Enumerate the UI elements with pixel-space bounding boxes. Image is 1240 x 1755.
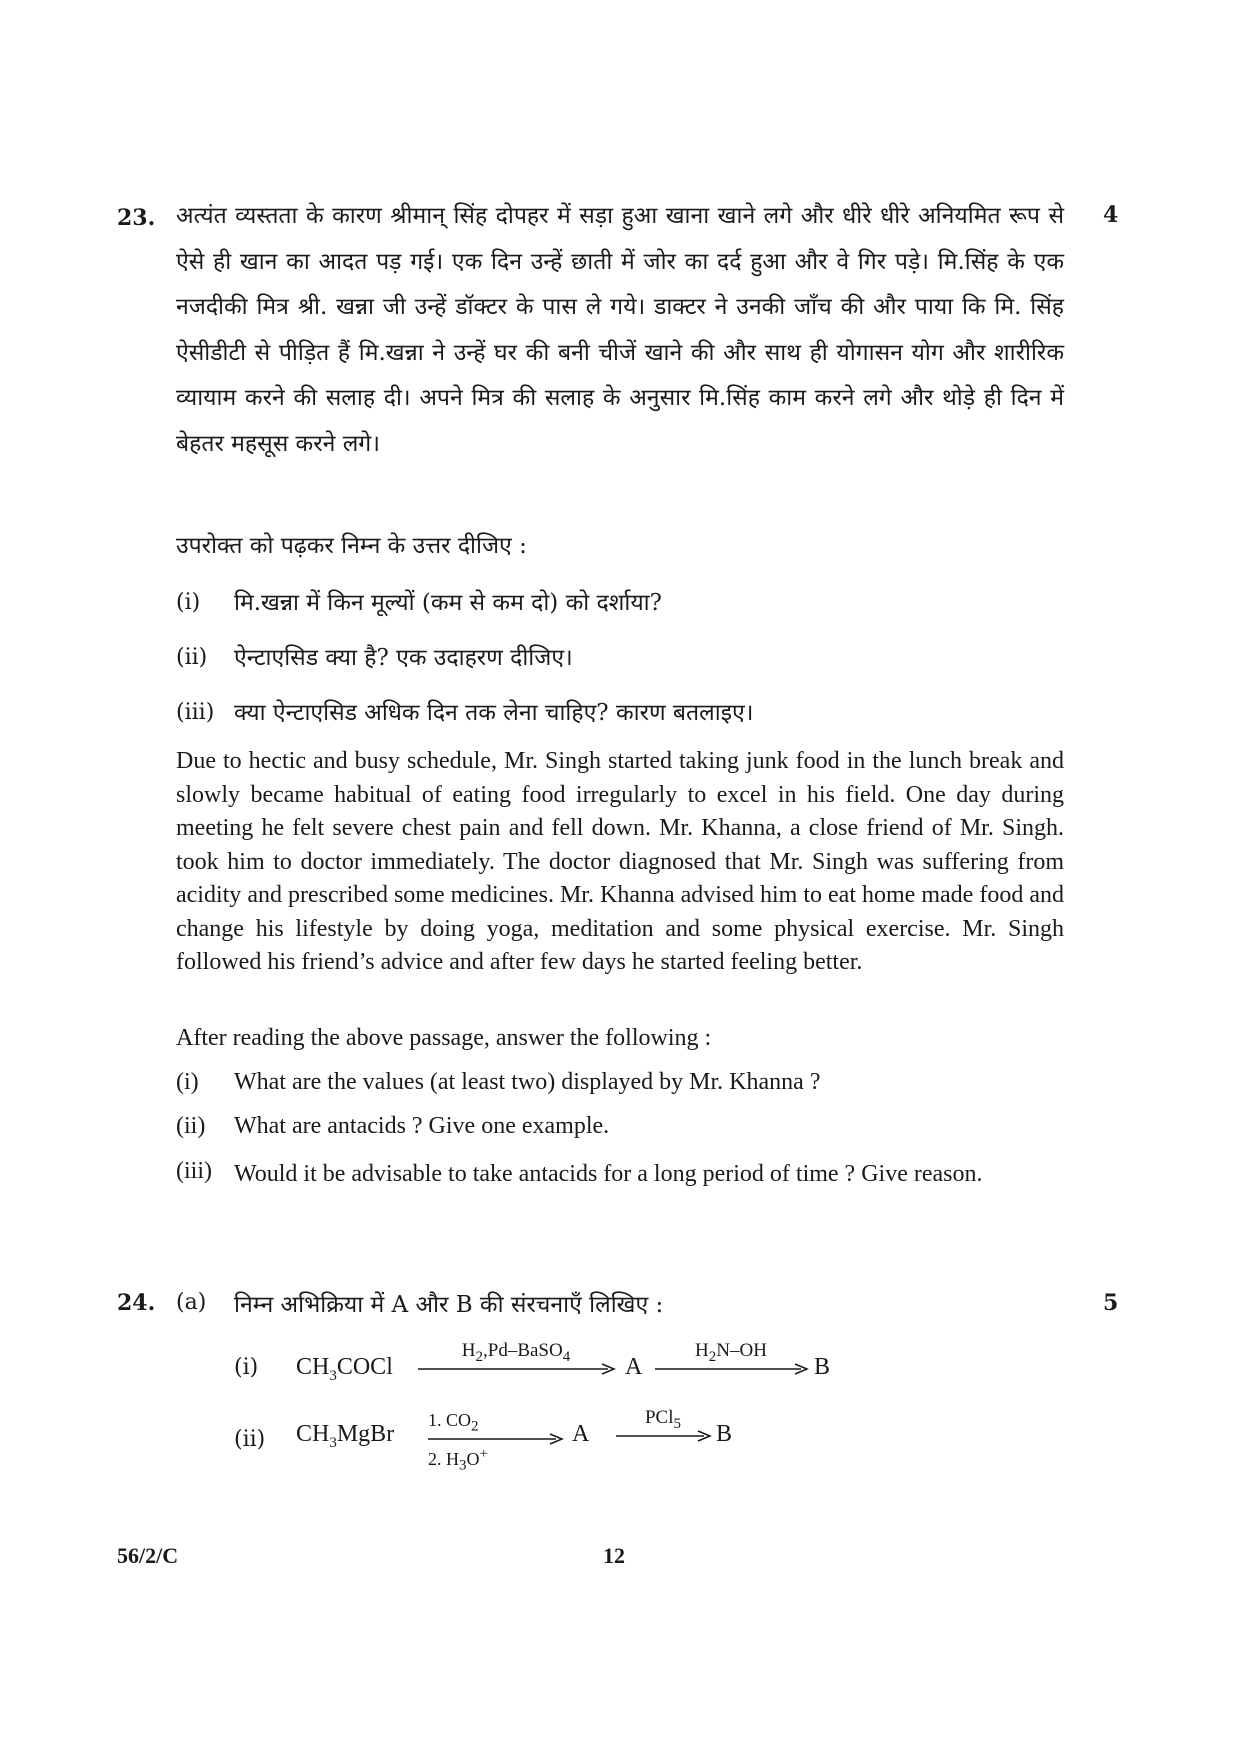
english-question-number: (i) <box>176 1069 199 1095</box>
reaction-reagent: 2. $H_3O^+$ <box>428 1446 488 1474</box>
hindi-question-number: (ii) <box>176 645 208 670</box>
english-question-text: Would it be advisable to take antacids for a long period of time ? Give reason. <box>234 1161 983 1187</box>
reaction-product: B <box>814 1354 831 1380</box>
hindi-question-number: (iii) <box>176 700 215 725</box>
english-question-number: (ii) <box>176 1113 206 1139</box>
question-marks: 5 <box>1103 1290 1119 1316</box>
reaction-number: (i) <box>234 1355 259 1380</box>
hindi-question-text: ऐन्टाएसिड क्या है? एक उदाहरण दीजिए। <box>234 645 573 671</box>
question-part: (a) <box>176 1290 207 1315</box>
page-number: 12 <box>603 1543 625 1568</box>
hindi-passage: अत्यंत व्यस्तता के कारण श्रीमान् सिंह दोपहर में सड़ा हुआ खाना खाने लगे और धीरे धीरे अनियमित रूप से ऐसे ही खान का आदत पड़ गई। एक दिन उन्हें छाती में जोर का दर्द हुआ और वे गिर पड़े। मि.सिंह के एक नजदीकी मित्र श्री. खन्ना जी उन्हें डॉक्टर के पास ले गये। डाक्टर ने उनकी जाँच की और पाया कि मि. सिंह ऐसीडीटी से पीड़ित हैं मि.खन्ना ने उन्हें घर की बनी चीजें खाने की और साथ ही योगासन योग और शारीरिक व्यायाम करने की सलाह दी। अपने मित्र की सलाह के अनुसार मि.सिंह काम करने लगे और थोड़े ही दिन में बेहतर महसूस करने लगे। <box>176 203 1064 457</box>
reaction-reactant: $CH_3MgBr$ <box>296 1421 395 1451</box>
question-number: 24. <box>117 1290 156 1316</box>
reaction-arrow <box>616 1429 712 1443</box>
hindi-question-text: मि.खन्ना में किन मूल्यों (कम से कम दो) को दर्शाया? <box>234 590 662 616</box>
reaction-intermediate: A <box>572 1421 590 1447</box>
reaction-product: B <box>716 1421 733 1447</box>
question-number: 23. <box>117 205 156 231</box>
english-question-text: What are antacids ? Give one example. <box>234 1113 610 1139</box>
reaction-instruction: निम्न अभिक्रिया में A और B की संरचनाएँ लिखिए : <box>234 1292 664 1318</box>
english-question-number: (iii) <box>176 1158 212 1184</box>
hindi-instruction: उपरोक्त को पढ़कर निम्न के उत्तर दीजिए : <box>176 533 527 559</box>
question-marks: 4 <box>1103 202 1119 228</box>
english-passage: Due to hectic and busy schedule, Mr. Singh started taking junk food in the lunch break and slowly became habitual of eating food irregularly to excel in his field. One day during meeting he felt severe chest pain and fell down. Mr. Khanna, a close friend of Mr. Singh. took him to doctor immediately. The doctor diagnosed that Mr. Singh was suffering from acidity and prescribed some medicines. Mr. Khanna advised him to eat home made food and change his lifestyle by doing yoga, meditation and some physical exercise. Mr. Singh followed his friend’s advice and after few days he started feeling better. <box>176 748 1064 975</box>
reaction-number: (ii) <box>234 1427 266 1452</box>
english-question-text: What are the values (at least two) displayed by Mr. Khanna ? <box>234 1069 821 1095</box>
reaction-reactant: $CH_3COCl$ <box>296 1354 393 1384</box>
reaction-arrow <box>418 1362 616 1376</box>
reaction-reagent: 1. $CO_2$ <box>428 1410 479 1435</box>
reaction-arrow <box>428 1432 564 1446</box>
hindi-question-text: क्या ऐन्टाएसिड अधिक दिन तक लेना चाहिए? कारण बतलाइए। <box>234 700 754 726</box>
paper-code: 56/2/C <box>117 1543 179 1568</box>
hindi-question-number: (i) <box>176 590 201 615</box>
reaction-arrow <box>655 1362 809 1376</box>
reaction-reagent: $H_2N-OH$ <box>695 1340 767 1365</box>
english-instruction: After reading the above passage, answer the following : <box>176 1025 712 1051</box>
reaction-reagent: PCl$_5$ <box>644 1407 682 1432</box>
reaction-intermediate: A <box>625 1354 643 1380</box>
reaction-reagent: $H_2,Pd-BaSO_4$ <box>461 1340 571 1365</box>
